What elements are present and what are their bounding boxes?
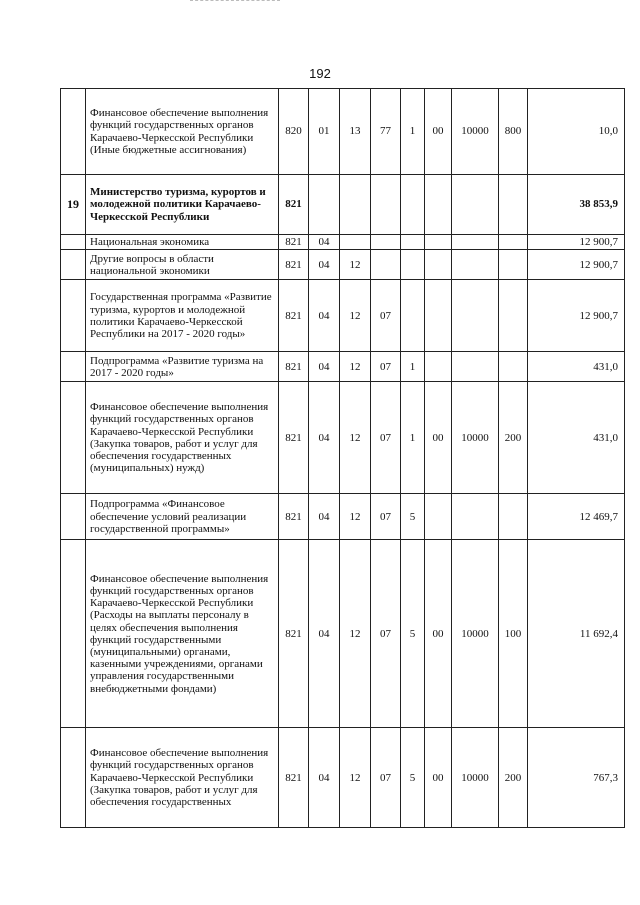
amount-cell: 11 692,4 — [528, 540, 625, 728]
subsection-code-cell: 12 — [340, 250, 371, 280]
direction-code-cell — [452, 250, 499, 280]
table-row — [61, 540, 625, 728]
subsection-code-cell — [340, 235, 371, 250]
subprogram-code-cell — [401, 235, 425, 250]
section-code-cell: 04 — [309, 494, 340, 540]
program-code-cell: 07 — [371, 540, 401, 728]
expense-type-cell: 800 — [499, 89, 528, 175]
direction-code-cell: 10000 — [452, 382, 499, 494]
subsection-code-cell: 12 — [340, 280, 371, 352]
subprogram-code-cell: 5 — [401, 494, 425, 540]
amount-cell: 431,0 — [528, 352, 625, 382]
ministry-code-cell: 821 — [279, 494, 309, 540]
activity-code-cell — [425, 352, 452, 382]
ministry-code-cell: 821 — [279, 250, 309, 280]
subsection-code-cell: 12 — [340, 728, 371, 828]
activity-code-cell: 00 — [425, 382, 452, 494]
item-name-cell: Финансовое обеспечение выполнения функций государственных органов Карачаево-Черкесской Республики (Расходы на выплаты персоналу в целях обеспечения выполнения функций государственными (муниципальными) органами, казенными учреждениями, органами управления государственными внебюджетными фондами) — [86, 540, 279, 728]
budget-table — [60, 88, 625, 828]
section-code-cell: 04 — [309, 235, 340, 250]
table-row — [61, 250, 625, 280]
subsection-code-cell — [340, 175, 371, 235]
table-row — [61, 728, 625, 828]
subprogram-code-cell — [401, 250, 425, 280]
row-number-cell — [61, 540, 86, 728]
item-name-cell: Финансовое обеспечение выполнения функций государственных органов Карачаево-Черкесской Республики (Иные бюджетные ассигнования) — [86, 89, 279, 175]
expense-type-cell — [499, 235, 528, 250]
activity-code-cell — [425, 280, 452, 352]
subprogram-code-cell: 5 — [401, 540, 425, 728]
activity-code-cell — [425, 494, 452, 540]
ministry-code-cell: 821 — [279, 235, 309, 250]
row-number-cell — [61, 494, 86, 540]
ministry-code-cell: 821 — [279, 728, 309, 828]
row-number-cell: 19 — [61, 175, 86, 235]
direction-code-cell: 10000 — [452, 89, 499, 175]
program-code-cell — [371, 175, 401, 235]
row-number-cell — [61, 89, 86, 175]
item-name-cell: Финансовое обеспечение выполнения функций государственных органов Карачаево-Черкесской Республики (Закупка товаров, работ и услуг для обеспечения государственных (муниципальных) нужд) — [86, 382, 279, 494]
ministry-code-cell: 821 — [279, 540, 309, 728]
scan-artifact — [190, 0, 280, 3]
amount-cell: 431,0 — [528, 382, 625, 494]
section-code-cell: 04 — [309, 352, 340, 382]
subprogram-code-cell — [401, 175, 425, 235]
activity-code-cell: 00 — [425, 540, 452, 728]
row-number-cell — [61, 382, 86, 494]
section-code-cell: 04 — [309, 250, 340, 280]
amount-cell: 767,3 — [528, 728, 625, 828]
direction-code-cell — [452, 494, 499, 540]
direction-code-cell: 10000 — [452, 540, 499, 728]
subprogram-code-cell — [401, 280, 425, 352]
direction-code-cell — [452, 352, 499, 382]
subprogram-code-cell: 5 — [401, 728, 425, 828]
item-name-cell: Министерство туризма, курортов и молодежной политики Карачаево-Черкесской Республики — [86, 175, 279, 235]
amount-cell: 12 900,7 — [528, 250, 625, 280]
amount-cell: 12 900,7 — [528, 235, 625, 250]
table-row — [61, 280, 625, 352]
amount-cell: 38 853,9 — [528, 175, 625, 235]
table-body — [61, 89, 625, 828]
activity-code-cell — [425, 250, 452, 280]
table-row — [61, 382, 625, 494]
expense-type-cell — [499, 250, 528, 280]
table-row — [61, 494, 625, 540]
direction-code-cell — [452, 175, 499, 235]
program-code-cell: 07 — [371, 352, 401, 382]
item-name-cell: Национальная экономика — [86, 235, 279, 250]
program-code-cell: 77 — [371, 89, 401, 175]
activity-code-cell — [425, 175, 452, 235]
subsection-code-cell: 12 — [340, 540, 371, 728]
expense-type-cell — [499, 280, 528, 352]
item-name-cell: Подпрограмма «Финансовое обеспечение условий реализации государственной программы» — [86, 494, 279, 540]
program-code-cell: 07 — [371, 382, 401, 494]
row-number-cell — [61, 280, 86, 352]
program-code-cell: 07 — [371, 494, 401, 540]
ministry-code-cell: 820 — [279, 89, 309, 175]
item-name-cell: Государственная программа «Развитие туризма, курортов и молодежной политики Карачаево-Черкесской Республики на 2017 - 2020 годы» — [86, 280, 279, 352]
expense-type-cell: 200 — [499, 382, 528, 494]
program-code-cell — [371, 250, 401, 280]
subsection-code-cell: 12 — [340, 382, 371, 494]
section-code-cell: 04 — [309, 280, 340, 352]
program-code-cell: 07 — [371, 728, 401, 828]
section-code-cell: 04 — [309, 540, 340, 728]
activity-code-cell: 00 — [425, 728, 452, 828]
subsection-code-cell: 13 — [340, 89, 371, 175]
row-number-cell — [61, 728, 86, 828]
subprogram-code-cell: 1 — [401, 382, 425, 494]
expense-type-cell — [499, 175, 528, 235]
table-row — [61, 352, 625, 382]
subsection-code-cell: 12 — [340, 352, 371, 382]
subprogram-code-cell: 1 — [401, 352, 425, 382]
direction-code-cell: 10000 — [452, 728, 499, 828]
direction-code-cell — [452, 280, 499, 352]
item-name-cell: Подпрограмма «Развитие туризма на 2017 - 2020 годы» — [86, 352, 279, 382]
ministry-code-cell: 821 — [279, 280, 309, 352]
expense-type-cell: 100 — [499, 540, 528, 728]
amount-cell: 12 900,7 — [528, 280, 625, 352]
ministry-code-cell: 821 — [279, 352, 309, 382]
item-name-cell: Другие вопросы в области национальной экономики — [86, 250, 279, 280]
section-code-cell: 01 — [309, 89, 340, 175]
direction-code-cell — [452, 235, 499, 250]
activity-code-cell — [425, 235, 452, 250]
program-code-cell — [371, 235, 401, 250]
table-row — [61, 175, 625, 235]
ministry-code-cell: 821 — [279, 175, 309, 235]
ministry-code-cell: 821 — [279, 382, 309, 494]
table-row — [61, 235, 625, 250]
subprogram-code-cell: 1 — [401, 89, 425, 175]
expense-type-cell: 200 — [499, 728, 528, 828]
section-code-cell: 04 — [309, 728, 340, 828]
program-code-cell: 07 — [371, 280, 401, 352]
row-number-cell — [61, 352, 86, 382]
expense-type-cell — [499, 494, 528, 540]
expense-type-cell — [499, 352, 528, 382]
subsection-code-cell: 12 — [340, 494, 371, 540]
page-number: 192 — [309, 66, 331, 81]
section-code-cell: 04 — [309, 382, 340, 494]
section-code-cell — [309, 175, 340, 235]
amount-cell: 12 469,7 — [528, 494, 625, 540]
row-number-cell — [61, 235, 86, 250]
row-number-cell — [61, 250, 86, 280]
item-name-cell: Финансовое обеспечение выполнения функций государственных органов Карачаево-Черкесской Республики (Закупка товаров, работ и услуг для обеспечения государственных — [86, 728, 279, 828]
table-row — [61, 89, 625, 175]
activity-code-cell: 00 — [425, 89, 452, 175]
amount-cell: 10,0 — [528, 89, 625, 175]
